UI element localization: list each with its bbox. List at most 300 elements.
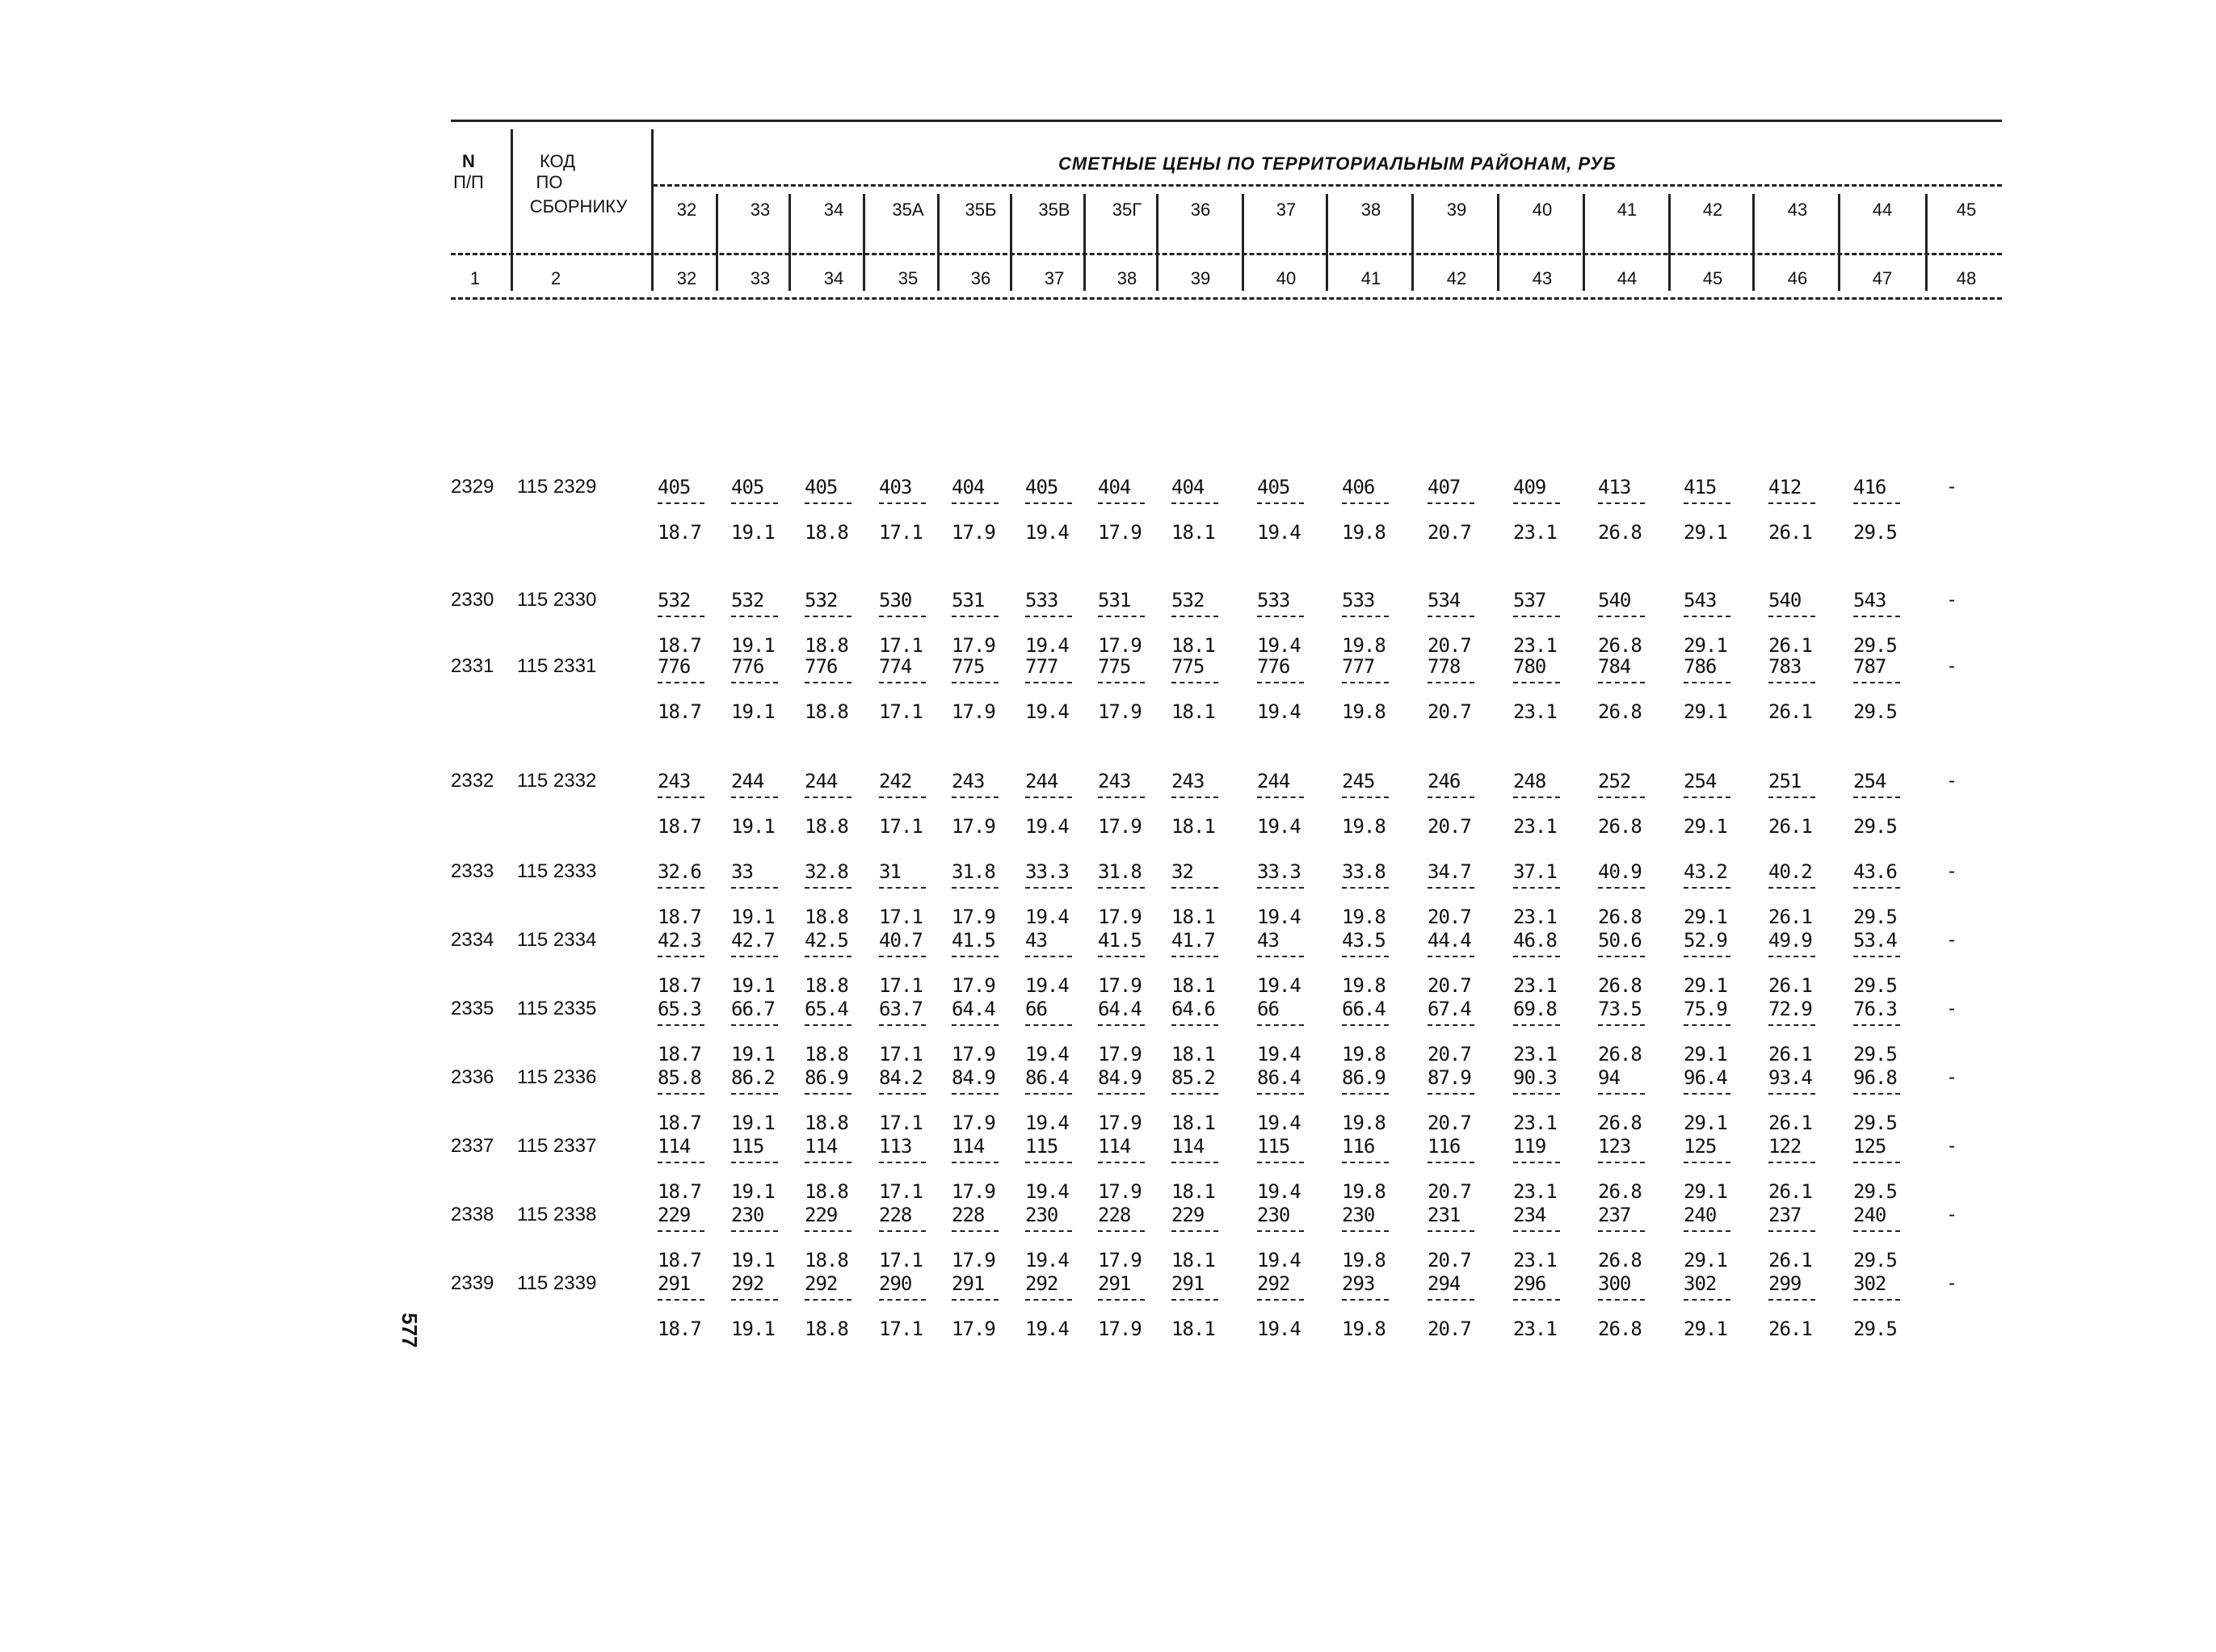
price-value: 43	[1025, 929, 1047, 952]
district-45-value: -	[1949, 1135, 1955, 1157]
district-header: 41	[1617, 200, 1638, 220]
price-value: 416	[1853, 476, 1886, 498]
fraction-bar	[1342, 887, 1389, 889]
fraction-bar	[1025, 1299, 1072, 1301]
coefficient-value: 29.1	[1684, 974, 1727, 997]
price-value: 775	[952, 655, 985, 678]
price-value: 242	[879, 770, 912, 792]
column-divider	[1668, 194, 1671, 291]
column-number: 45	[1702, 268, 1723, 288]
fraction-bar	[1257, 616, 1304, 617]
fraction-bar	[1025, 1162, 1072, 1163]
coefficient-value: 26.8	[1598, 974, 1642, 997]
coefficient-value: 29.5	[1853, 1249, 1897, 1272]
price-value: 31	[879, 860, 901, 883]
fraction-bar	[1098, 887, 1145, 889]
coefficient-value: 19.8	[1342, 1043, 1386, 1066]
coefficient-value: 18.8	[805, 700, 848, 723]
price-value: 783	[1768, 655, 1802, 678]
district-header: 45	[1956, 200, 1977, 220]
price-value: 31.8	[1098, 860, 1142, 883]
price-value: 64.6	[1171, 998, 1215, 1020]
coefficient-value: 17.9	[1098, 1112, 1142, 1134]
coefficient-value: 19.4	[1025, 1112, 1069, 1134]
coefficient-value: 23.1	[1513, 1318, 1557, 1340]
coefficient-value: 17.1	[879, 1112, 923, 1134]
fraction-bar	[1025, 1024, 1072, 1026]
row-code: 115 2332	[517, 770, 597, 792]
price-value: 404	[1171, 476, 1205, 498]
fraction-bar	[1768, 887, 1815, 889]
fraction-bar	[658, 1024, 704, 1026]
price-value: 63.7	[879, 998, 923, 1020]
row-number: 2332	[451, 770, 494, 792]
fraction-bar	[1598, 1299, 1645, 1301]
col-code-label: КОД	[539, 151, 576, 171]
price-value: 44.4	[1428, 929, 1471, 952]
price-value: 94	[1598, 1066, 1620, 1089]
coefficient-value: 19.4	[1025, 634, 1069, 657]
price-value: 42.3	[658, 929, 701, 952]
fraction-bar	[805, 956, 851, 957]
price-value: 243	[952, 770, 985, 792]
price-value: 413	[1598, 476, 1631, 498]
fraction-bar	[1768, 797, 1815, 798]
coefficient-value: 19.1	[731, 815, 775, 838]
fraction-bar	[1768, 1093, 1815, 1095]
district-45-value: -	[1949, 1272, 1955, 1294]
fraction-bar	[1853, 1299, 1900, 1301]
coefficient-value: 17.9	[952, 700, 995, 723]
fraction-bar	[731, 956, 778, 957]
coefficient-value: 29.1	[1684, 1318, 1727, 1340]
price-value: 530	[879, 589, 912, 612]
column-number: 2	[550, 268, 561, 288]
district-header: 43	[1787, 200, 1808, 220]
price-value: 229	[805, 1204, 838, 1226]
fraction-bar	[658, 616, 704, 617]
price-value: 244	[731, 770, 764, 792]
price-value: 404	[952, 476, 985, 498]
coefficient-value: 19.4	[1257, 700, 1301, 723]
price-value: 86.2	[731, 1066, 775, 1089]
coefficient-value: 23.1	[1513, 906, 1557, 928]
coefficient-value: 18.1	[1171, 1043, 1215, 1066]
coefficient-value: 19.1	[731, 974, 775, 997]
fraction-bar	[1098, 1093, 1145, 1095]
column-divider	[1326, 194, 1328, 291]
column-number: 44	[1617, 268, 1638, 288]
fraction-bar	[731, 797, 778, 798]
coefficient-value: 20.7	[1428, 1112, 1471, 1134]
coefficient-value: 17.1	[879, 906, 923, 928]
coefficient-value: 19.8	[1342, 906, 1386, 928]
coefficient-value: 26.8	[1598, 815, 1642, 838]
fraction-bar	[1342, 1024, 1389, 1026]
fraction-bar	[1342, 682, 1389, 683]
price-value: 407	[1428, 476, 1461, 498]
fraction-bar	[658, 1230, 704, 1232]
fraction-bar	[1684, 616, 1730, 617]
coefficient-value: 29.5	[1853, 1112, 1897, 1134]
price-value: 533	[1342, 589, 1375, 612]
price-value: 33.3	[1257, 860, 1301, 883]
price-value: 776	[731, 655, 764, 678]
coefficient-value: 19.1	[731, 700, 775, 723]
price-value: 42.5	[805, 929, 848, 952]
fraction-bar	[1171, 1230, 1218, 1232]
fraction-bar	[1598, 502, 1645, 504]
price-value: 228	[952, 1204, 985, 1226]
fraction-bar	[1428, 887, 1474, 889]
fraction-bar	[1342, 616, 1389, 617]
coefficient-value: 19.4	[1257, 906, 1301, 928]
coefficient-value: 29.1	[1684, 1249, 1727, 1272]
fraction-bar	[952, 1093, 999, 1095]
row-code: 115 2334	[517, 929, 597, 951]
price-value: 73.5	[1598, 998, 1642, 1020]
fraction-bar	[879, 616, 926, 617]
coefficient-value: 19.8	[1342, 1180, 1386, 1203]
coefficient-value: 17.9	[952, 1112, 995, 1134]
price-value: 42.7	[731, 929, 775, 952]
coefficient-value: 19.8	[1342, 1112, 1386, 1134]
fraction-bar	[1598, 1230, 1645, 1232]
coefficient-value: 20.7	[1428, 634, 1471, 657]
price-value: 114	[952, 1135, 985, 1158]
price-value: 252	[1598, 770, 1631, 792]
column-number: 36	[970, 268, 991, 288]
coefficient-value: 17.9	[1098, 906, 1142, 928]
fraction-bar	[731, 616, 778, 617]
coefficient-value: 26.8	[1598, 1180, 1642, 1203]
fraction-bar	[1342, 797, 1389, 798]
price-value: 40.9	[1598, 860, 1642, 883]
price-value: 228	[1098, 1204, 1131, 1226]
fraction-bar	[805, 502, 851, 504]
fraction-bar	[1098, 1024, 1145, 1026]
fraction-bar	[1768, 956, 1815, 957]
coefficient-value: 29.5	[1853, 1180, 1897, 1203]
fraction-bar	[1171, 682, 1218, 683]
fraction-bar	[1025, 1230, 1072, 1232]
row-number: 2334	[451, 929, 494, 951]
fraction-bar	[1428, 1024, 1474, 1026]
price-value: 245	[1342, 770, 1375, 792]
coefficient-value: 26.1	[1768, 974, 1812, 997]
coefficient-value: 19.1	[731, 1180, 775, 1203]
fraction-bar	[879, 682, 926, 683]
coefficient-value: 29.5	[1853, 700, 1897, 723]
price-value: 291	[658, 1272, 691, 1295]
fraction-bar	[1025, 616, 1072, 617]
price-value: 43.2	[1684, 860, 1727, 883]
price-value: 787	[1853, 655, 1886, 678]
coefficient-value: 19.4	[1025, 1318, 1069, 1340]
price-value: 113	[879, 1135, 912, 1158]
fraction-bar	[1342, 1093, 1389, 1095]
price-value: 123	[1598, 1135, 1631, 1158]
row-code: 115 2330	[517, 589, 597, 611]
price-value: 230	[1257, 1204, 1290, 1226]
district-header: 35В	[1038, 200, 1070, 220]
fraction-bar	[1171, 1093, 1218, 1095]
coefficient-value: 18.8	[805, 1043, 848, 1066]
fraction-bar	[1684, 1299, 1730, 1301]
fraction-bar	[1853, 956, 1900, 957]
header-mid-rule	[653, 184, 2002, 187]
price-value: 291	[952, 1272, 985, 1295]
coefficient-value: 18.1	[1171, 974, 1215, 997]
price-value: 291	[1098, 1272, 1131, 1295]
coefficient-value: 26.8	[1598, 906, 1642, 928]
district-45-value: -	[1949, 1066, 1955, 1088]
fraction-bar	[952, 797, 999, 798]
fraction-bar	[1768, 1230, 1815, 1232]
price-value: 243	[1098, 770, 1131, 792]
column-divider	[1752, 194, 1755, 291]
coefficient-value: 26.8	[1598, 700, 1642, 723]
price-value: 532	[805, 589, 838, 612]
coefficient-value: 17.9	[1098, 815, 1142, 838]
coefficient-value: 19.4	[1257, 815, 1301, 838]
price-value: 292	[805, 1272, 838, 1295]
price-value: 776	[658, 655, 691, 678]
price-value: 43	[1257, 929, 1279, 952]
coefficient-value: 17.9	[952, 521, 995, 544]
table-title: СМЕТНЫЕ ЦЕНЫ ПО ТЕРРИТОРИАЛЬНЫМ РАЙОНАМ, РУБ	[1058, 153, 1617, 174]
price-value: 46.8	[1513, 929, 1557, 952]
price-value: 251	[1768, 770, 1802, 792]
price-value: 86.9	[805, 1066, 848, 1089]
district-45-value: -	[1949, 1204, 1955, 1225]
price-value: 543	[1853, 589, 1886, 612]
price-value: 532	[1171, 589, 1205, 612]
price-value: 33.8	[1342, 860, 1386, 883]
price-value: 784	[1598, 655, 1631, 678]
price-value: 543	[1684, 589, 1717, 612]
coefficient-value: 18.8	[805, 521, 848, 544]
price-value: 66.7	[731, 998, 775, 1020]
coefficient-value: 18.7	[658, 521, 701, 544]
fraction-bar	[1098, 682, 1145, 683]
coefficient-value: 19.4	[1257, 521, 1301, 544]
coefficient-value: 17.9	[1098, 700, 1142, 723]
fraction-bar	[805, 1230, 851, 1232]
price-value: 115	[731, 1135, 764, 1158]
coefficient-value: 29.5	[1853, 906, 1897, 928]
row-number: 2333	[451, 860, 494, 882]
fraction-bar	[1257, 887, 1304, 889]
coefficient-value: 17.9	[1098, 974, 1142, 997]
price-value: 302	[1684, 1272, 1717, 1295]
coefficient-value: 29.5	[1853, 521, 1897, 544]
row-number: 2337	[451, 1135, 494, 1157]
coefficient-value: 23.1	[1513, 1112, 1557, 1134]
price-value: 84.2	[879, 1066, 923, 1089]
district-45-value: -	[1949, 929, 1955, 951]
price-value: 64.4	[952, 998, 995, 1020]
coefficient-value: 29.1	[1684, 906, 1727, 928]
fraction-bar	[1853, 502, 1900, 504]
price-value: 405	[1257, 476, 1290, 498]
coefficient-value: 20.7	[1428, 906, 1471, 928]
price-value: 41.5	[952, 929, 995, 952]
price-value: 537	[1513, 589, 1546, 612]
coefficient-value: 18.7	[658, 1112, 701, 1134]
column-divider	[1925, 194, 1928, 291]
column-divider	[1411, 194, 1414, 291]
coefficient-value: 23.1	[1513, 1043, 1557, 1066]
price-value: 65.3	[658, 998, 701, 1020]
coefficient-value: 26.8	[1598, 1318, 1642, 1340]
coefficient-value: 29.1	[1684, 815, 1727, 838]
coefficient-value: 18.7	[658, 1043, 701, 1066]
fraction-bar	[1257, 1230, 1304, 1232]
district-header: 44	[1872, 200, 1893, 220]
district-header: 36	[1190, 200, 1211, 220]
price-value: 32.6	[658, 860, 701, 883]
price-value: 230	[731, 1204, 764, 1226]
fraction-bar	[879, 1162, 926, 1163]
coefficient-value: 29.1	[1684, 1112, 1727, 1134]
coefficient-value: 29.5	[1853, 1318, 1897, 1340]
coefficient-value: 26.1	[1768, 634, 1812, 657]
coefficient-value: 19.4	[1025, 521, 1069, 544]
fraction-bar	[1513, 1299, 1560, 1301]
price-value: 776	[1257, 655, 1290, 678]
fraction-bar	[1684, 1024, 1730, 1026]
coefficient-value: 23.1	[1513, 634, 1557, 657]
coefficient-value: 23.1	[1513, 1180, 1557, 1203]
coefficient-value: 17.1	[879, 1180, 923, 1203]
fraction-bar	[1342, 1299, 1389, 1301]
price-value: 87.9	[1428, 1066, 1471, 1089]
coefficient-value: 29.1	[1684, 700, 1727, 723]
coefficient-value: 19.1	[731, 1043, 775, 1066]
fraction-bar	[1171, 1024, 1218, 1026]
column-number: 35	[898, 268, 919, 288]
column-divider	[1583, 194, 1585, 291]
district-header: 38	[1360, 200, 1381, 220]
price-value: 777	[1025, 655, 1058, 678]
price-value: 84.9	[1098, 1066, 1142, 1089]
price-value: 122	[1768, 1135, 1802, 1158]
price-value: 292	[731, 1272, 764, 1295]
coefficient-value: 29.5	[1853, 634, 1897, 657]
coefficient-value: 17.1	[879, 1318, 923, 1340]
fraction-bar	[1257, 682, 1304, 683]
price-value: 244	[805, 770, 838, 792]
coefficient-value: 18.1	[1171, 1318, 1215, 1340]
row-number: 2339	[451, 1272, 494, 1294]
fraction-bar	[1342, 956, 1389, 957]
price-value: 43.6	[1853, 860, 1897, 883]
fraction-bar	[1853, 1162, 1900, 1163]
price-value: 302	[1853, 1272, 1886, 1295]
fraction-bar	[879, 1024, 926, 1026]
district-header: 32	[676, 200, 697, 220]
coefficient-value: 19.8	[1342, 700, 1386, 723]
coefficient-value: 17.9	[1098, 1043, 1142, 1066]
price-value: 66	[1025, 998, 1047, 1020]
price-value: 532	[658, 589, 691, 612]
price-value: 774	[879, 655, 912, 678]
district-header: 35Б	[965, 200, 997, 220]
fraction-bar	[805, 1024, 851, 1026]
coefficient-value: 20.7	[1428, 700, 1471, 723]
fraction-bar	[1513, 887, 1560, 889]
fraction-bar	[1428, 1093, 1474, 1095]
row-code: 115 2333	[517, 860, 597, 882]
coefficient-value: 17.1	[879, 521, 923, 544]
coefficient-value: 18.1	[1171, 1112, 1215, 1134]
price-value: 243	[1171, 770, 1205, 792]
fraction-bar	[1684, 887, 1730, 889]
row-code: 115 2339	[517, 1272, 597, 1294]
price-value: 415	[1684, 476, 1717, 498]
price-value: 67.4	[1428, 998, 1471, 1020]
fraction-bar	[658, 1162, 704, 1163]
coefficient-value: 19.8	[1342, 974, 1386, 997]
price-value: 292	[1257, 1272, 1290, 1295]
column-number: 42	[1446, 268, 1467, 288]
fraction-bar	[805, 1299, 851, 1301]
fraction-bar	[1025, 887, 1072, 889]
price-value: 246	[1428, 770, 1461, 792]
coefficient-value: 19.8	[1342, 1318, 1386, 1340]
price-value: 299	[1768, 1272, 1802, 1295]
fraction-bar	[1513, 1162, 1560, 1163]
column-number: 32	[676, 268, 697, 288]
fraction-bar	[952, 1024, 999, 1026]
coefficient-value: 19.1	[731, 906, 775, 928]
fraction-bar	[1853, 797, 1900, 798]
district-header: 39	[1446, 200, 1467, 220]
coefficient-value: 19.1	[731, 521, 775, 544]
fraction-bar	[1684, 1162, 1730, 1163]
column-number: 41	[1360, 268, 1381, 288]
price-value: 244	[1257, 770, 1290, 792]
price-value: 533	[1025, 589, 1058, 612]
price-value: 405	[805, 476, 838, 498]
fraction-bar	[952, 682, 999, 683]
fraction-bar	[1098, 797, 1145, 798]
coefficient-value: 17.1	[879, 974, 923, 997]
price-value: 533	[1257, 589, 1290, 612]
column-number: 38	[1116, 268, 1137, 288]
fraction-bar	[952, 502, 999, 504]
coefficient-value: 29.1	[1684, 521, 1727, 544]
price-value: 96.8	[1853, 1066, 1897, 1089]
fraction-bar	[879, 1230, 926, 1232]
price-value: 248	[1513, 770, 1546, 792]
coefficient-value: 19.1	[731, 1318, 775, 1340]
coefficient-value: 19.4	[1025, 815, 1069, 838]
coefficient-value: 17.9	[952, 815, 995, 838]
coefficient-value: 26.8	[1598, 1043, 1642, 1066]
fraction-bar	[805, 887, 851, 889]
price-value: 409	[1513, 476, 1546, 498]
coefficient-value: 18.7	[658, 1249, 701, 1272]
fraction-bar	[731, 1230, 778, 1232]
coefficient-value: 18.8	[805, 1318, 848, 1340]
coefficient-value: 19.4	[1257, 974, 1301, 997]
fraction-bar	[1598, 1093, 1645, 1095]
coefficient-value: 23.1	[1513, 815, 1557, 838]
fraction-bar	[1171, 887, 1218, 889]
price-value: 293	[1342, 1272, 1375, 1295]
